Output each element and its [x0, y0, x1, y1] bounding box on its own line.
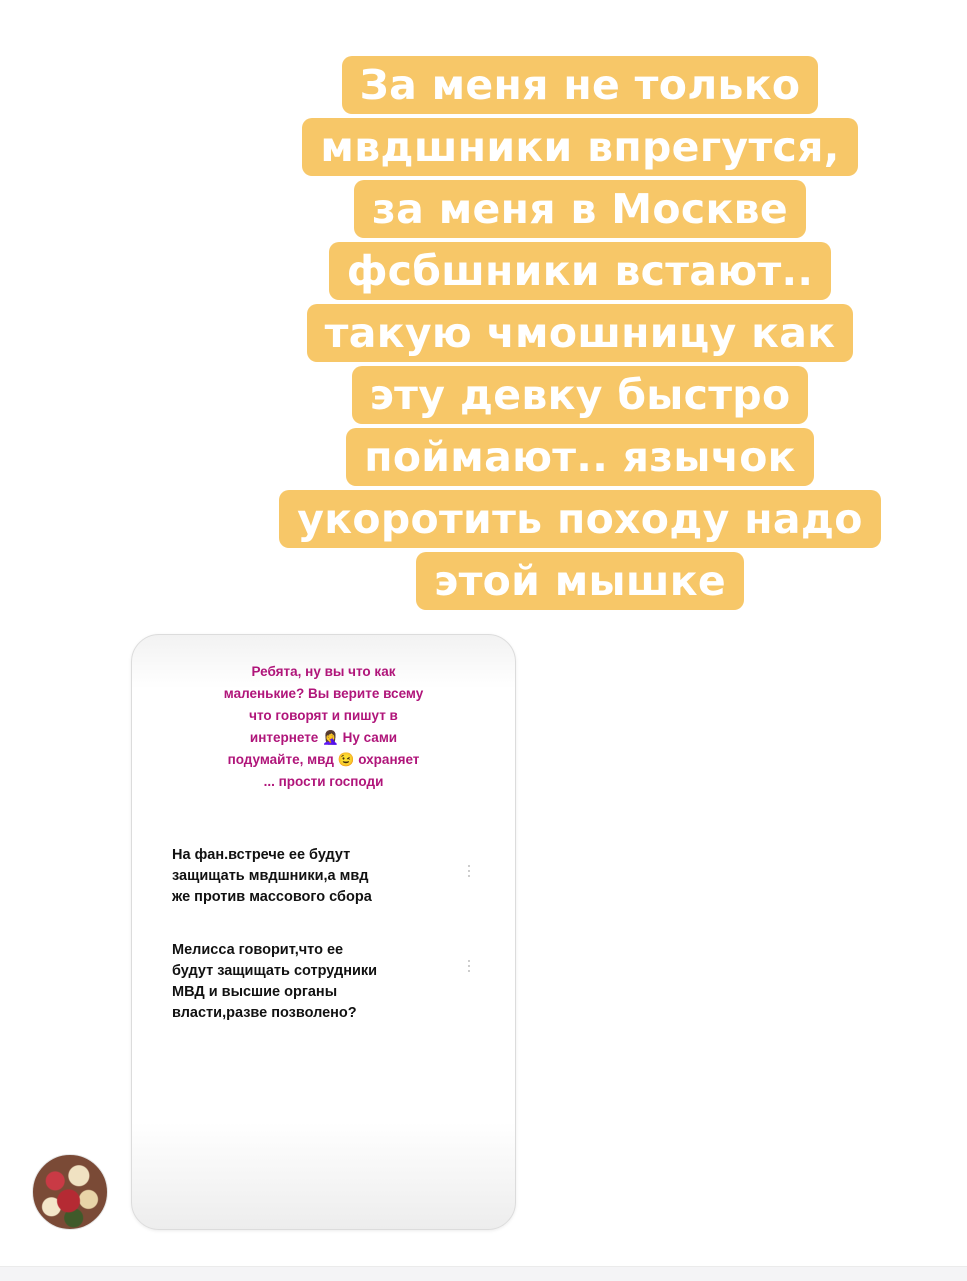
- story-text-line: [270, 304, 890, 362]
- story-text-line-0: За меня не только: [342, 56, 819, 114]
- quoted-reply-text: Ребята, ну вы что как маленькие? Вы верите всему что говорят и пишут в интернете 🤦‍♀️ Ну сами подумайте, мвд 😉 охраняет ... прости господи: [223, 664, 424, 789]
- story-text-line: [270, 428, 890, 486]
- story-text-line: [270, 552, 890, 610]
- bottom-bar: [0, 1266, 967, 1281]
- profile-avatar[interactable]: [32, 1154, 108, 1230]
- story-text-line-4: такую чмошницу как: [307, 304, 854, 362]
- question-item-2: Мелисса говорит,что ее будут защищать сотрудники МВД и высшие органы власти,разве позволено?: [172, 942, 378, 1021]
- story-text-line-7: укоротить походу надо: [279, 490, 881, 548]
- story-text-line-2: за меня в Москве: [354, 180, 806, 238]
- story-text-line-6: поймают.. язычок: [346, 428, 814, 486]
- more-vertical-icon[interactable]: [468, 960, 472, 972]
- story-text-line-8: этой мышке: [416, 552, 744, 610]
- story-text-line: [270, 490, 890, 548]
- story-text-block: [270, 56, 890, 614]
- story-text-line-1: мвдшники впрегутся,: [302, 118, 857, 176]
- story-text-line: [270, 118, 890, 176]
- question-item-1: На фан.встрече ее будут защищать мвдшники,а мвд же против массового сбора: [172, 847, 372, 905]
- story-text-line: [270, 366, 890, 424]
- more-vertical-icon[interactable]: [468, 865, 472, 877]
- reply-screenshot-card: [131, 634, 516, 1230]
- story-text-line-5: эту девку быстро: [352, 366, 809, 424]
- story-text-line: [270, 180, 890, 238]
- story-text-line-3: фсбшники встают..: [329, 242, 832, 300]
- story-text-line: [270, 242, 890, 300]
- story-text-line: [270, 56, 890, 114]
